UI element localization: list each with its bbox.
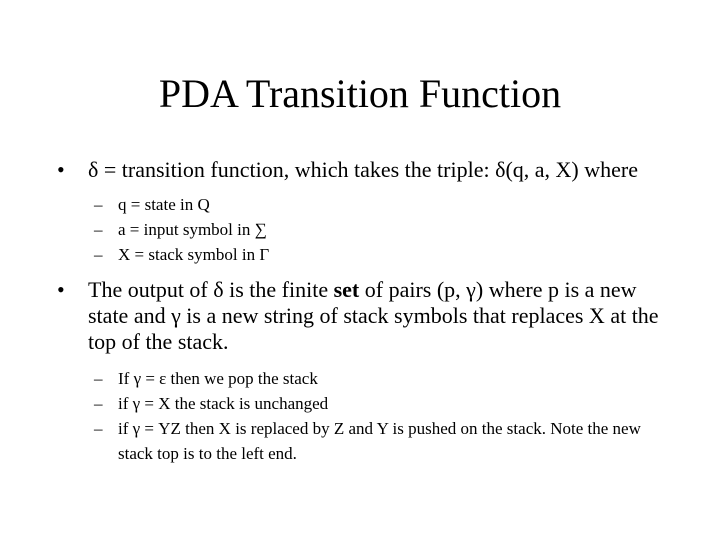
bullet-text: δ = transition function, which takes the triple: δ(q, a, X) where [88,157,638,182]
bullet-text-end: of pairs (p, γ) where p is a new state and γ is a new string of stack symbols that replaces X at the top of the stack. [88,277,659,354]
sub-item-a [55,217,675,242]
sub-item-replace [55,416,675,466]
dash: – [94,369,103,388]
sub-item-text: if γ = X the stack is unchanged [118,394,329,413]
sub-item-text: a = input symbol in ∑ [118,220,267,239]
bold-term-set: set [333,277,360,302]
slide-content [55,157,675,466]
sub-item-x [55,242,675,267]
bullet-dot: • [57,157,65,182]
sublist-gamma-cases [55,366,675,466]
sub-item-text: If γ = ε then we pop the stack [118,369,318,388]
slide-title: PDA Transition Function [158,71,562,116]
sub-item-text: if γ = YZ then X is replaced by Z and Y is pushed on the stack. Note the new stack top is to the left end. [118,419,641,463]
sublist-triple [55,192,675,267]
sub-item-unchanged [55,391,675,416]
bullet-transition-function [55,157,675,183]
dash: – [94,245,103,264]
sub-item-text: X = stack symbol in Γ [118,245,270,264]
dash: – [94,195,103,214]
bullet-dot: • [57,277,65,302]
dash: – [94,394,103,413]
sub-item-text: q = state in Q [118,195,210,214]
bullet-output [55,277,675,355]
dash: – [94,419,103,438]
bullet-text-start: The output of δ is the finite [88,277,334,302]
sub-item-q [55,192,675,217]
sub-item-pop [55,366,675,391]
dash: – [94,220,103,239]
